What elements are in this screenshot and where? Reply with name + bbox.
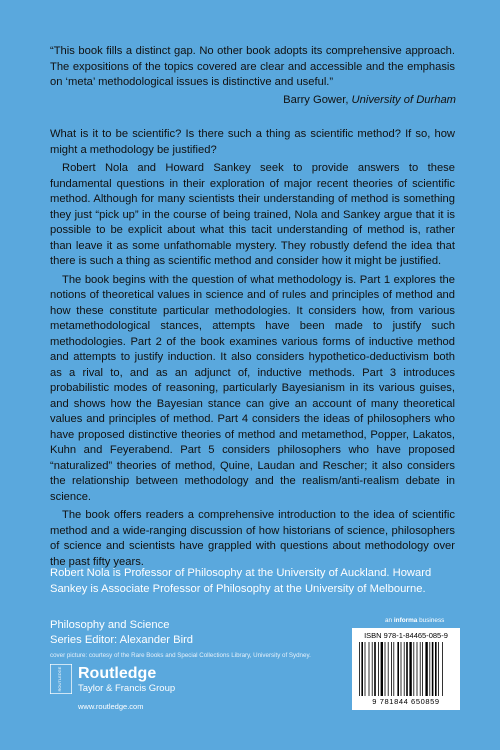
- barcode-bar: [372, 642, 373, 696]
- routledge-logo-icon: [50, 664, 72, 694]
- barcode-bar: [359, 642, 360, 696]
- blurb-paragraph-2: Robert Nola and Howard Sankey seek to provide answers to these fundamental questions in their exploration of major recent theories of scientific method. Although for many scientists their understanding of method is something they just “pick up” in the course of being trained, Nola and Sankey argue that it is possible to be explicit about what this tacit understanding of method is, rather than leave it as some unfathomable mystery. They robustly defend the idea that there is such a thing as scientific method and consider how it might be justified.: [50, 162, 455, 267]
- barcode-bar: [385, 642, 386, 696]
- blurb: [50, 127, 455, 573]
- barcode-bar: [397, 642, 399, 696]
- informa-tagline: [385, 617, 444, 624]
- barcode-bar: [406, 642, 408, 696]
- barcode-bar: [393, 642, 394, 696]
- barcode-number: 9 781844 650859: [372, 697, 440, 706]
- barcode-bar: [381, 642, 383, 696]
- quote-attribution: [283, 94, 456, 106]
- barcode-bar: [404, 642, 405, 696]
- barcode-bar: [378, 642, 379, 696]
- barcode-icon: [358, 642, 454, 696]
- barcode-bar: [361, 642, 363, 696]
- barcode-bar: [429, 642, 430, 696]
- isbn-label: ISBN 978-1-84465-085-9: [364, 631, 448, 640]
- informa-prefix: an: [385, 617, 393, 624]
- barcode-bar: [432, 642, 434, 696]
- series-title: Philosophy and Science: [50, 619, 170, 631]
- informa-suffix: business: [419, 617, 445, 624]
- barcode-bar: [388, 642, 389, 696]
- barcode-bar: [438, 642, 439, 696]
- barcode-bar: [365, 642, 366, 696]
- blurb-paragraph-3: The book begins with the question of what methodology is. Part 1 explores the notions of theoretical values in science and of rules and principles of method and how these constitute particular methodologies. It considers how, from various metamethodological stances, attempts have been made to justify such methodologies. Part 2 of the book examines various forms of inductive method and attempts to justify induction. It also considers hypothetico-deductivism both as a rival to, and as an adjunct of, inductive methods. Part 3 introduces probabilistic modes of reasoning, particularly Bayesianism in its various guises, and shows how the Bayesian stance can give an account of many theoretical values and principles of method. Part 4 considers the ideas of philosophers who have proposed distinctive theories of method and metamethod, Popper, Lakatos, Kuhn and Feyerabend. Part 5 considers philosophers who have proposed “naturalized” theories of method, Quine, Laudan and Rescher; it also considers the relationship between methodology and the realism/anti-realism debate in science.: [50, 273, 455, 503]
- barcode-bar: [413, 642, 414, 696]
- barcode-bar: [442, 642, 443, 696]
- cover-credit: cover picture: courtesy of the Rare Books and Special Collections Library, University of Sydney.: [50, 652, 311, 659]
- barcode-bar: [369, 642, 370, 696]
- series-info: [50, 618, 193, 648]
- barcode-bar: [435, 642, 437, 696]
- publisher-group: Taylor & Francis Group: [78, 683, 176, 694]
- attribution-place: University of Durham: [351, 94, 456, 106]
- blurb-paragraph-4: The book offers readers a comprehensive introduction to the idea of scientific method and a wide-ranging discussion of how historians of science, philosophers of science and scientists have grappled with questions about methodology over the past fifty years.: [50, 509, 455, 568]
- informa-brand: informa: [393, 617, 418, 624]
- publisher-name: Routledge: [78, 665, 157, 682]
- attribution-name: Barry Gower,: [283, 94, 349, 106]
- barcode-bar: [391, 642, 392, 696]
- review-quote: “This book fills a distinct gap. No other book adopts its comprehensive approach. The expositions of the topics covered are clear and accessible and the emphasis on ‘meta’ methodological issues is distinctive and useful.”: [50, 45, 455, 88]
- barcode-bar: [420, 642, 421, 696]
- barcode-bar: [409, 642, 411, 696]
- publisher-url: www.routledge.com: [78, 702, 144, 711]
- barcode-bar: [374, 642, 376, 696]
- barcode-bar: [401, 642, 402, 696]
- barcode-bar: [425, 642, 427, 696]
- barcode-panel: [352, 628, 460, 710]
- barcode-bar: [417, 642, 418, 696]
- publisher-brand: [78, 665, 175, 695]
- author-bios: Robert Nola is Professor of Philosophy at the University of Auckland. Howard Sankey is Associate Professor of Philosophy at the University of Melbourne.: [50, 567, 432, 595]
- blurb-paragraph-1: What is it to be scientific? Is there such a thing as scientific method? If so, how might a methodology be justified?: [50, 128, 455, 156]
- logo-vertical-text: ROUTLEDGE: [57, 666, 62, 692]
- series-editor: Series Editor: Alexander Bird: [50, 634, 194, 646]
- barcode-bar: [422, 642, 423, 696]
